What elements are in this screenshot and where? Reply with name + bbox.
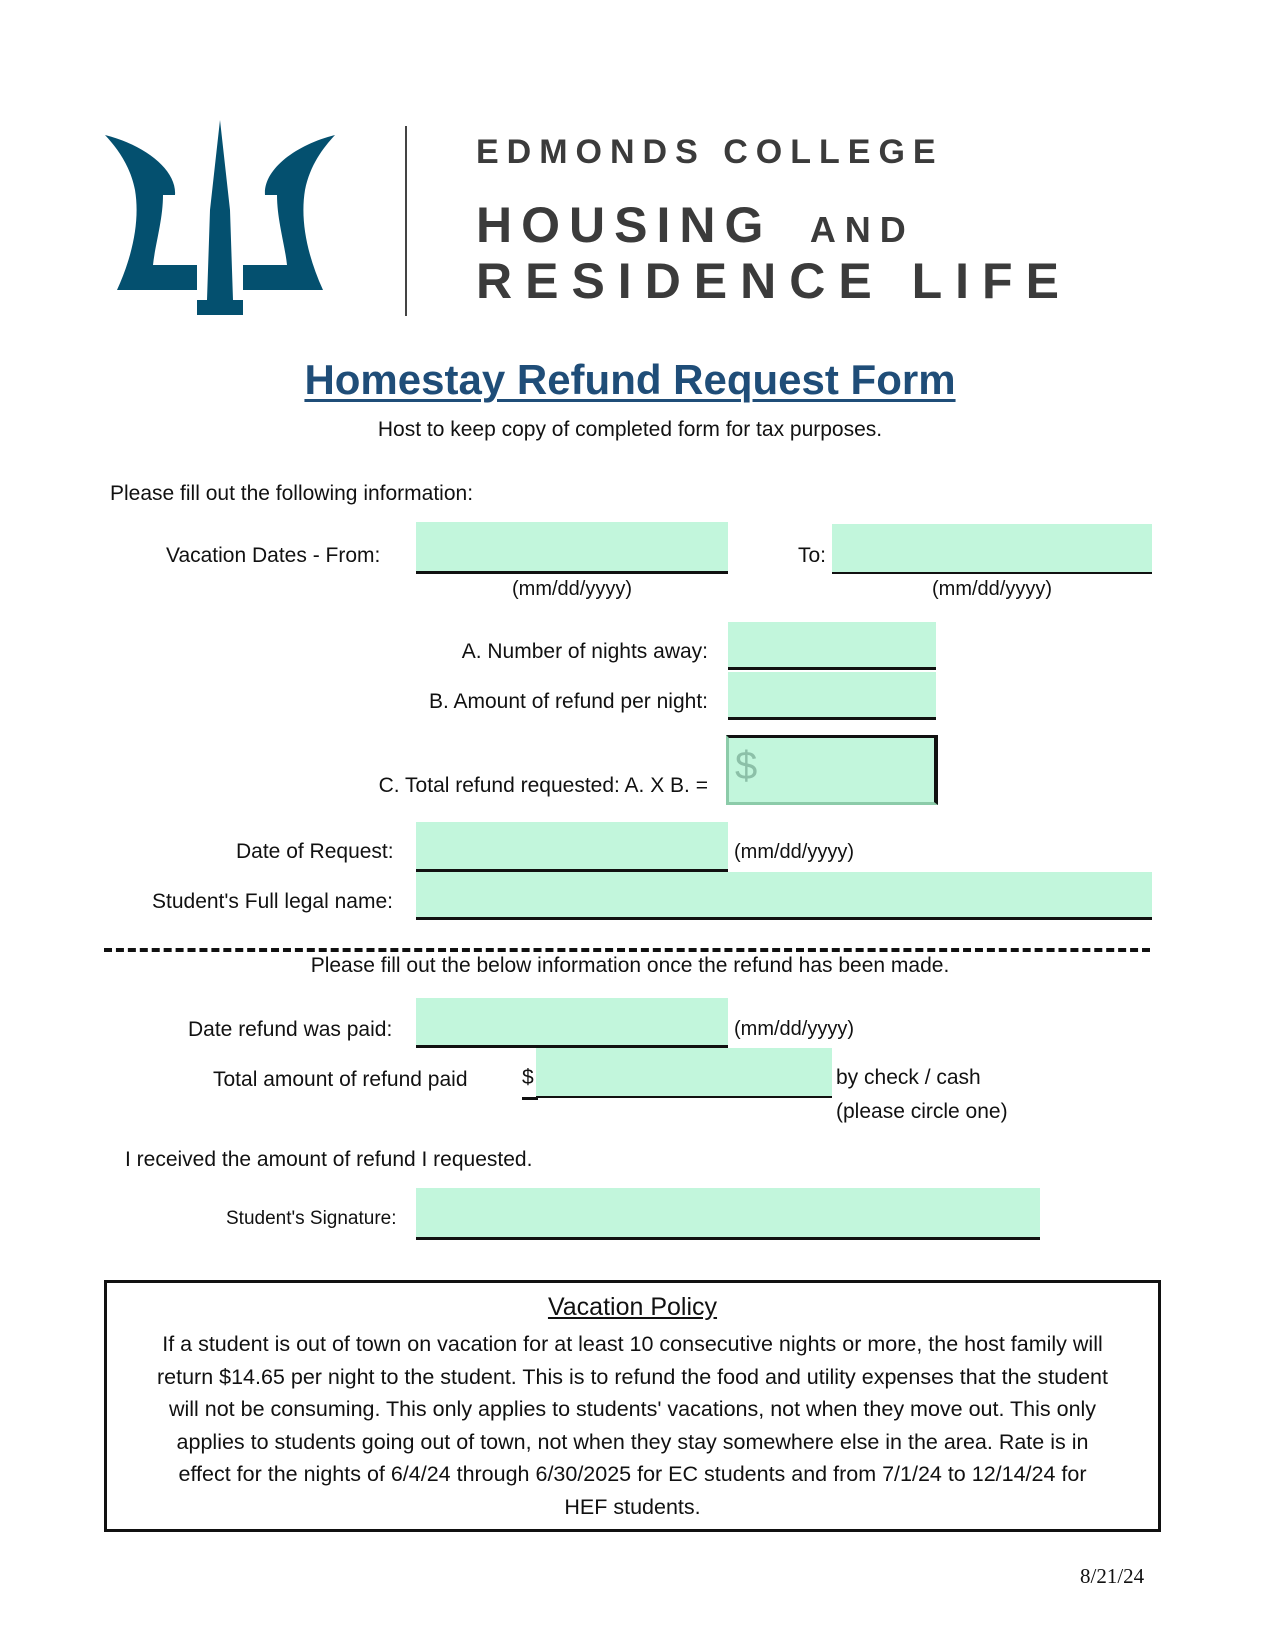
vacation-policy-text — [107, 1322, 1158, 1523]
amount-paid-label: Total amount of refund paid — [213, 1068, 468, 1091]
vacation-to-field[interactable] — [832, 524, 1152, 574]
vacation-from-format-hint: (mm/dd/yyyy) — [512, 578, 632, 600]
vacation-policy-box — [104, 1280, 1161, 1532]
vacation-from-field[interactable] — [416, 522, 728, 574]
total-refund-field[interactable] — [726, 735, 938, 805]
student-name-label: Student's Full legal name: — [152, 890, 393, 913]
signature-label: Student's Signature: — [226, 1208, 397, 1229]
policy-line: applies to students going out of town, not when they stay somewhere else in the area. Rate is in — [176, 1429, 1089, 1454]
request-date-format-hint: (mm/dd/yyyy) — [734, 841, 854, 863]
policy-line: will not be consuming. This only applies to students' vacations, not when they move out. This only — [168, 1397, 1097, 1421]
policy-line: effect for the nights of 6/4/24 through 6/30/2025 for EC students and from 7/1/24 to 12/14/24 for — [178, 1462, 1087, 1486]
page-subtitle: Host to keep copy of completed form for tax purposes. — [377, 418, 883, 441]
refund-section-instructions: Please fill out the below information once the refund has been made. — [310, 954, 950, 977]
department-name-line2: RESIDENCE LIFE — [476, 253, 1072, 309]
request-date-field[interactable] — [416, 822, 728, 872]
vacation-policy-title: Vacation Policy — [547, 1293, 718, 1321]
trident-icon — [105, 120, 335, 320]
request-date-label: Date of Request: — [236, 840, 394, 863]
department-name-line1 — [476, 196, 915, 254]
date-paid-field[interactable] — [416, 998, 728, 1048]
amount-paid-currency: $ — [522, 1066, 538, 1100]
received-statement: I received the amount of refund I requested. — [125, 1148, 533, 1171]
section-divider — [104, 948, 1150, 952]
header-divider — [405, 126, 407, 316]
total-refund-label: C. Total refund requested: A. X B. = — [378, 774, 708, 797]
department-housing: HOUSING — [476, 197, 773, 253]
instructions-text: Please fill out the following information: — [110, 482, 474, 505]
amount-paid-field[interactable] — [536, 1048, 832, 1098]
footer-date: 8/21/24 — [1080, 1564, 1145, 1588]
vacation-to-label: To: — [798, 544, 827, 567]
vacation-to-format-hint: (mm/dd/yyyy) — [932, 578, 1052, 600]
student-name-field[interactable] — [416, 872, 1152, 920]
refund-per-night-field[interactable] — [728, 672, 936, 720]
department-and: AND — [809, 209, 915, 250]
policy-line: return $14.65 per night to the student. This is to refund the food and utility expenses that the student — [156, 1364, 1108, 1389]
date-paid-format-hint: (mm/dd/yyyy) — [734, 1018, 854, 1040]
nights-away-label: A. Number of nights away: — [461, 640, 708, 663]
college-name: EDMONDS COLLEGE — [476, 133, 944, 171]
nights-away-field[interactable] — [728, 622, 936, 670]
vacation-from-label: Vacation Dates - From: — [166, 544, 381, 567]
total-refund-currency: $ — [735, 744, 758, 788]
date-paid-label: Date refund was paid: — [188, 1018, 393, 1041]
payment-method-text: by check / cash — [836, 1066, 981, 1089]
payment-method-hint: (please circle one) — [836, 1100, 1008, 1123]
page-title: Homestay Refund Request Form — [304, 356, 956, 403]
refund-per-night-label: B. Amount of refund per night: — [428, 690, 708, 713]
policy-line: If a student is out of town on vacation for at least 10 consecutive nights or more, the host family will — [162, 1332, 1103, 1356]
signature-field[interactable] — [416, 1188, 1040, 1240]
policy-line: HEF students. — [564, 1494, 701, 1519]
